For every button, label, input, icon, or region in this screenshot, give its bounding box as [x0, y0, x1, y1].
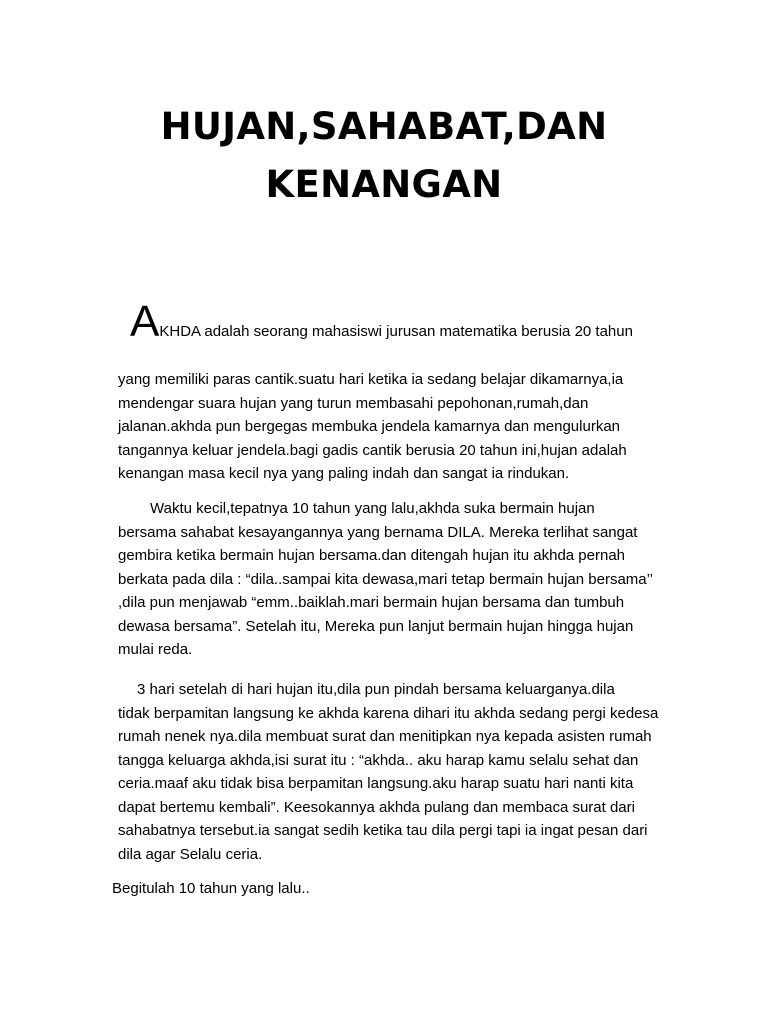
paragraph-3 — [118, 678, 678, 866]
paragraph-line: mulai reda. — [118, 641, 193, 658]
paragraph-4 — [112, 877, 678, 901]
title-line-1: HUJAN,SAHABAT,DAN — [160, 105, 608, 148]
paragraph-line: kenangan masa kecil nya yang paling indah dan sangat ia rindukan. — [118, 465, 570, 482]
paragraph-line: tangannya keluar jendela.bagi gadis cantik berusia 20 tahun ini,hujan adalah — [118, 441, 627, 459]
paragraph-line: dapat bertemu kembali”. Keesokannya akhda pulang dan membaca surat dari — [118, 798, 635, 816]
paragraph-line: Begitulah 10 tahun yang lalu.. — [112, 880, 310, 897]
opening-line — [130, 297, 690, 346]
title-line-2: KENANGAN — [265, 163, 503, 206]
paragraph-line: tidak berpamitan langsung ke akhda karena dihari itu akhda sedang pergi kedesa — [118, 704, 659, 722]
opening-line-text: KHDA adalah seorang mahasiswi jurusan matematika berusia 20 tahun — [159, 323, 633, 340]
paragraph-line: dewasa bersama”. Setelah itu, Mereka pun lanjut bermain hujan hingga hujan — [118, 617, 634, 635]
paragraph-line: dila agar Selalu ceria. — [118, 845, 263, 863]
paragraph-line: gembira ketika bermain hujan bersama.dan ditengah hujan itu akhda pernah — [118, 547, 626, 564]
paragraph-line: rumah nenek nya.dila membuat surat dan menitipkan nya kepada asisten rumah — [118, 728, 652, 745]
document-title — [0, 98, 768, 214]
dropcap-letter: A — [130, 297, 160, 346]
paragraph-line: 3 hari setelah di hari hujan itu,dila pun pindah bersama keluarganya.dila — [137, 681, 615, 698]
paragraph-2 — [118, 497, 678, 662]
paragraph-line: ceria.maaf aku tidak bisa berpamitan langsung.aku harap suatu hari nanti kita — [118, 775, 634, 792]
paragraph-line: tangga keluarga akhda,isi surat itu : “akhda.. aku harap kamu selalu sehat dan — [118, 751, 639, 769]
paragraph-line: yang memiliki paras cantik.suatu hari ketika ia sedang belajar dikamarnya,ia — [118, 371, 624, 388]
paragraph-line: jalanan.akhda pun bergegas membuka jendela kamarnya dan mengulurkan — [118, 418, 621, 435]
paragraph-line: mendengar suara hujan yang turun membasahi pepohonan,rumah,dan — [118, 394, 589, 412]
paragraph-1 — [118, 368, 678, 486]
paragraph-line: ,dila pun menjawab “emm..baiklah.mari bermain hujan bersama dan tumbuh — [118, 594, 625, 611]
paragraph-line: Waktu kecil,tepatnya 10 tahun yang lalu,akhda suka bermain hujan — [150, 500, 595, 517]
paragraph-line: berkata pada dila : “dila..sampai kita dewasa,mari tetap bermain hujan bersama’’ — [118, 570, 654, 588]
paragraph-line: sahabatnya tersebut.ia sangat sedih ketika tau dila pergi tapi ia ingat pesan dari — [118, 822, 648, 839]
paragraph-line: bersama sahabat kesayangannya yang bernama DILA. Mereka terlihat sangat — [118, 523, 638, 541]
